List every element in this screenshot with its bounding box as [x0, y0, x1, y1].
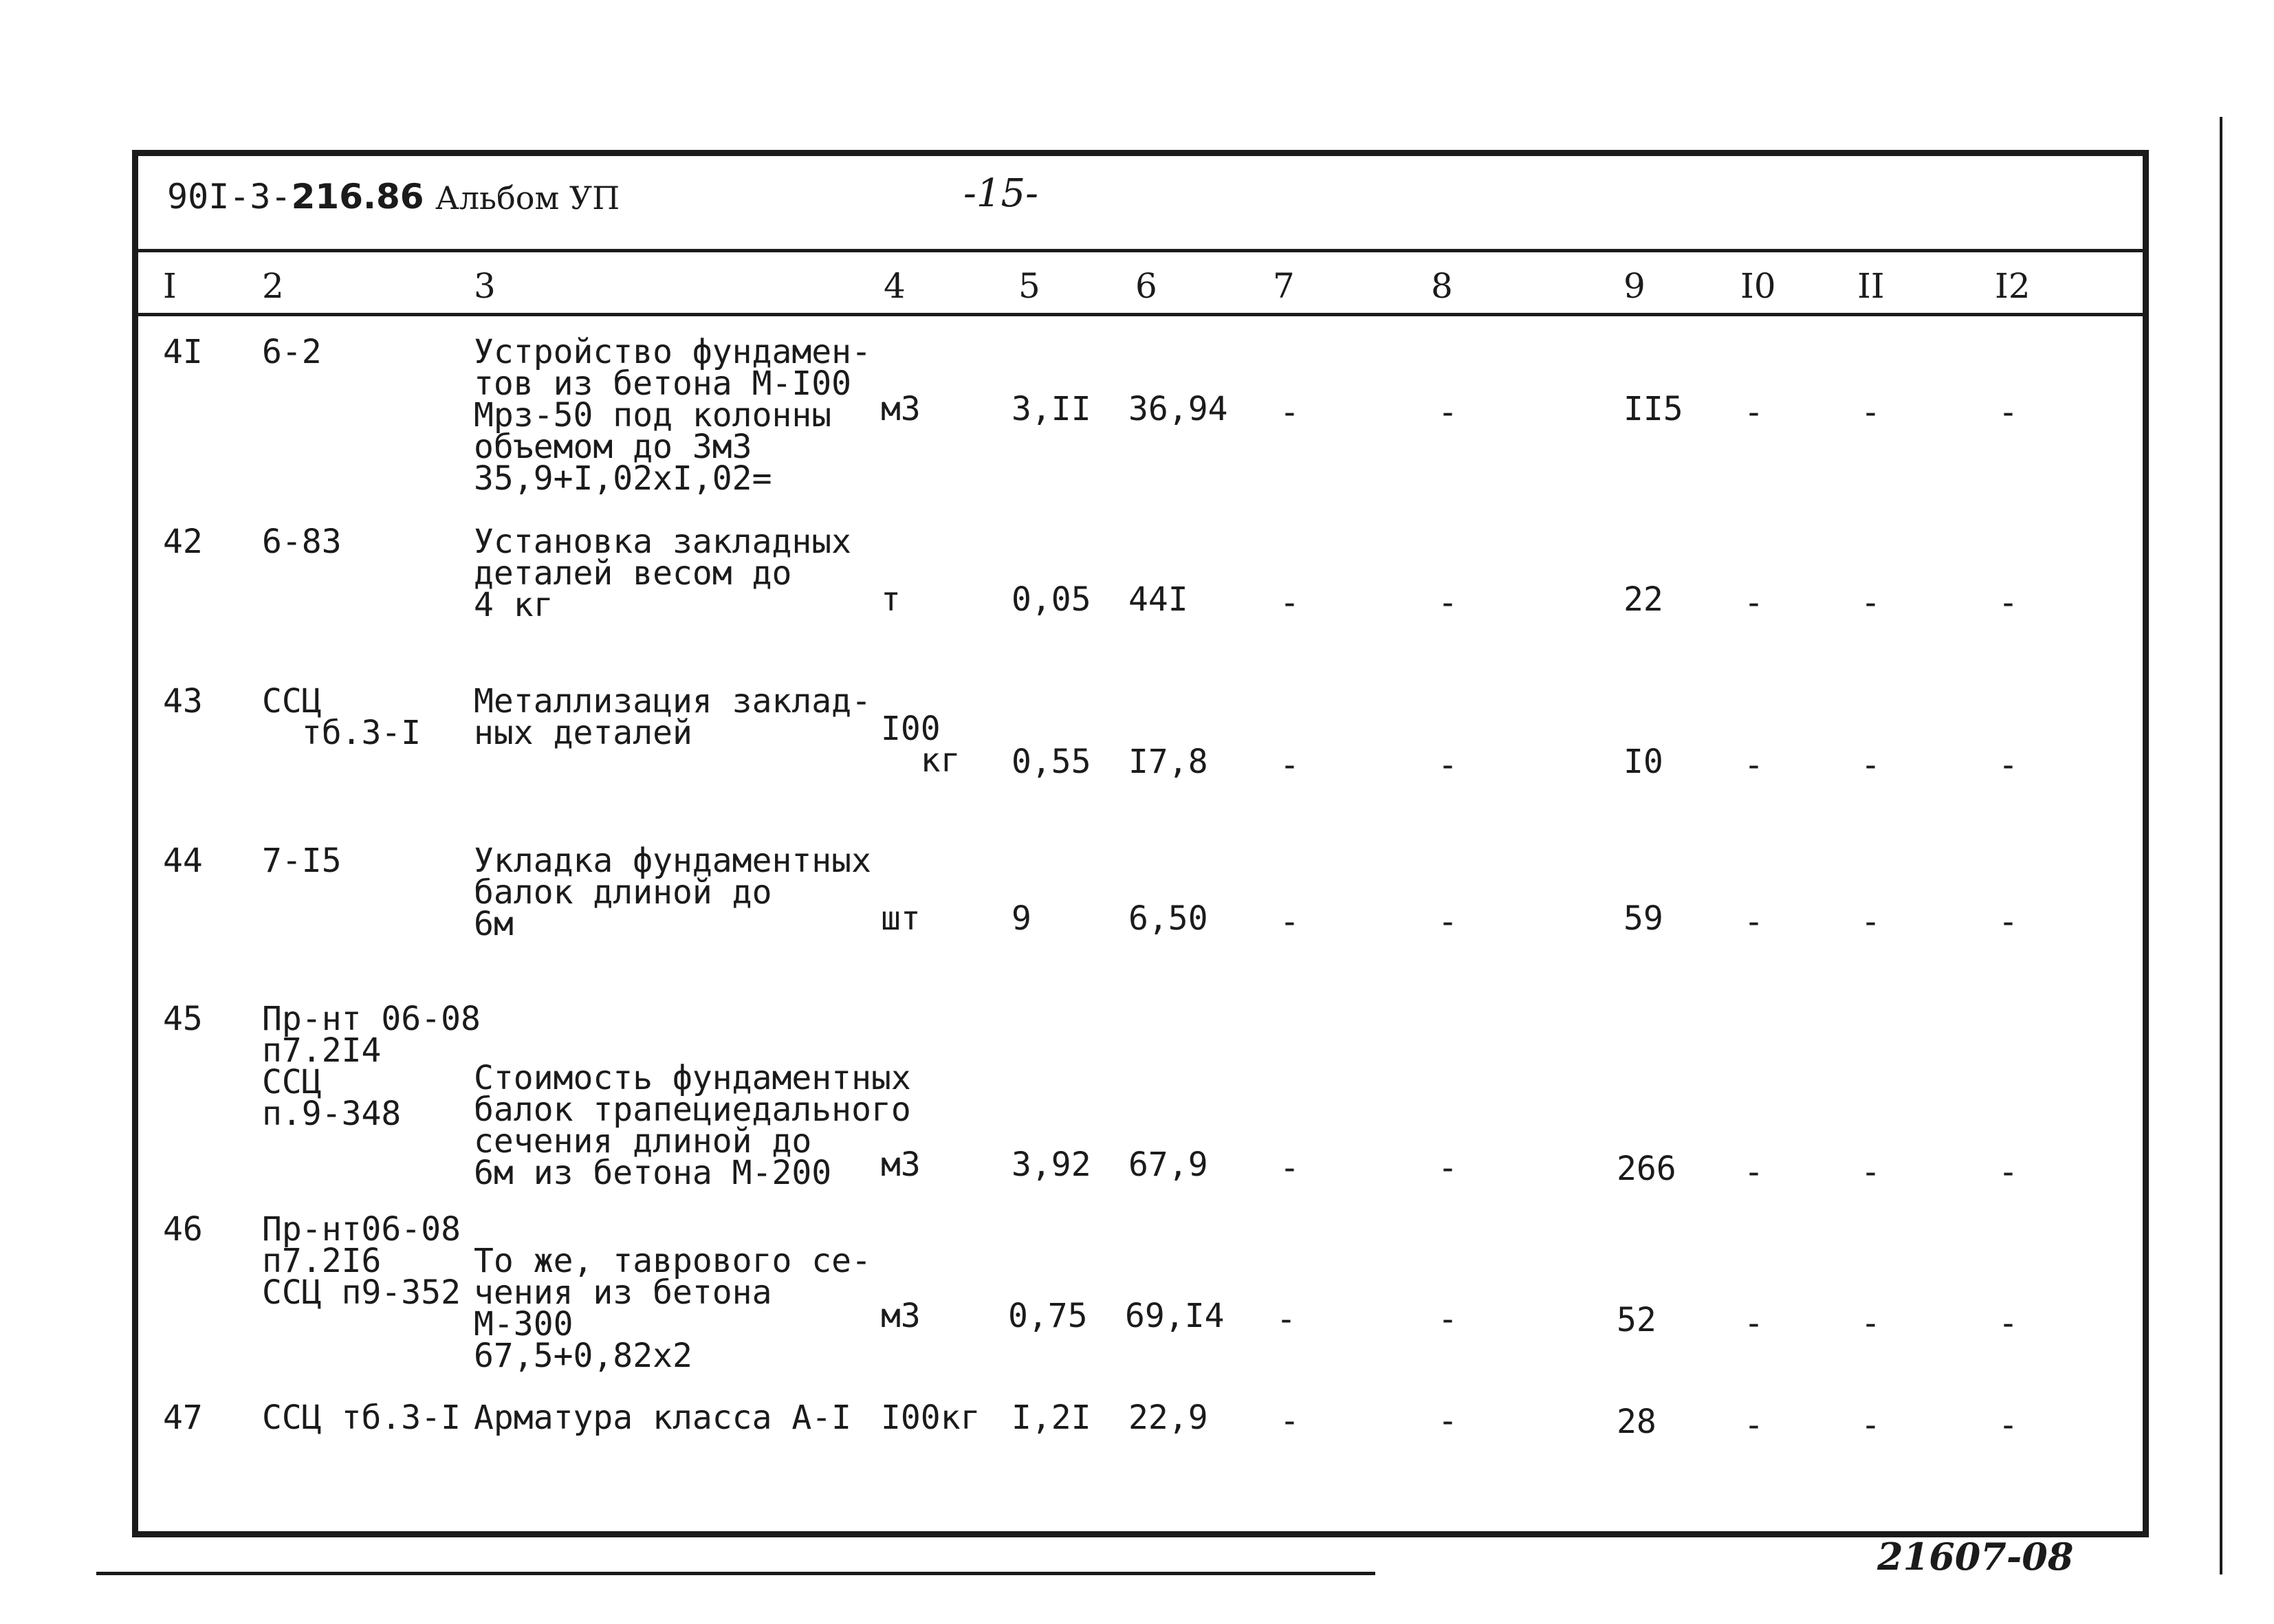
col10-value: -	[1744, 1304, 1764, 1343]
norm-code: 6-2	[262, 333, 322, 371]
col10-value: -	[1744, 903, 1764, 941]
col7-value: -	[1280, 1149, 1300, 1187]
quantity: 3,92	[1012, 1145, 1091, 1184]
quantity: 9	[1012, 899, 1031, 938]
col-header-3: 3	[474, 266, 496, 306]
work-description: То же, таврового се- чения из бетона М-300 67,5+0,82х2	[474, 1242, 871, 1375]
col-header-4: 4	[884, 266, 906, 306]
unit: шт	[881, 899, 921, 938]
col9-value: 59	[1623, 899, 1663, 938]
col12-value: -	[1998, 1406, 2018, 1445]
norm-code: 6-83	[262, 523, 342, 561]
work-description: Стоимость фундаментных балок трапециедального сечения длиной до 6м из бетона М-200	[474, 1059, 911, 1192]
quantity: 0,05	[1012, 580, 1091, 619]
doc-code	[167, 177, 424, 217]
col-header-10: I0	[1740, 266, 1776, 306]
work-description: Устройство фундамен- тов из бетона М-I00 Мрз-50 под колонны объемом до 3м3 35,9+I,02хI,02=	[474, 333, 871, 498]
row-number: 4I	[163, 333, 203, 371]
doc-code-number: 216.86	[291, 177, 424, 217]
norm-code: Пр-нт06-08 п7.2I6 ССЦ п9-352	[262, 1210, 461, 1312]
col-header-2: 2	[262, 266, 284, 306]
col7-value: -	[1280, 393, 1300, 432]
col11-value: -	[1861, 393, 1881, 432]
col-header-11: II	[1857, 266, 1885, 306]
col10-value: -	[1744, 746, 1764, 784]
col12-value: -	[1998, 903, 2018, 941]
norm-code: Пр-нт 06-08 п7.2I4 ССЦ п.9-348	[262, 1000, 481, 1133]
col10-value: -	[1744, 1153, 1764, 1192]
col-header-12: I2	[1995, 266, 2031, 306]
col8-value: -	[1438, 1402, 1458, 1440]
col7-value: -	[1280, 903, 1300, 941]
col11-value: -	[1861, 1406, 1881, 1445]
document-frame	[132, 150, 2149, 1537]
col-header-9: 9	[1623, 266, 1646, 306]
unit: I00 кг	[881, 710, 961, 780]
row-number: 43	[163, 682, 203, 721]
norm-code: ССЦ тб.3-I	[262, 682, 422, 752]
col-header-5: 5	[1018, 266, 1040, 306]
col8-value: -	[1438, 903, 1458, 941]
col11-value: -	[1861, 746, 1881, 784]
col-header-1: I	[163, 266, 177, 306]
bottom-margin-line	[96, 1572, 1375, 1575]
col12-value: -	[1998, 1304, 2018, 1343]
col9-value: 266	[1617, 1150, 1676, 1188]
col7-value: -	[1280, 584, 1300, 622]
col12-value: -	[1998, 393, 2018, 432]
quantity: I,2I	[1012, 1398, 1091, 1437]
col12-value: -	[1998, 584, 2018, 622]
row-number: 47	[163, 1398, 203, 1437]
page-number: -15-	[963, 171, 1039, 216]
header-divider-top	[138, 249, 2143, 252]
col12-value: -	[1998, 746, 2018, 784]
unit-price: 22,9	[1128, 1398, 1208, 1437]
col-header-6: 6	[1135, 266, 1157, 306]
unit-price: 6,50	[1128, 899, 1208, 938]
quantity: 0,55	[1012, 743, 1091, 781]
work-description: Арматура класса А-I	[474, 1398, 852, 1437]
col7-value: -	[1280, 1402, 1300, 1440]
row-number: 44	[163, 842, 203, 880]
col8-value: -	[1438, 584, 1458, 622]
unit: т	[881, 580, 901, 619]
col11-value: -	[1861, 584, 1881, 622]
col12-value: -	[1998, 1153, 2018, 1192]
col10-value: -	[1744, 1406, 1764, 1445]
unit-price: 69,I4	[1125, 1297, 1225, 1335]
unit-price: I7,8	[1128, 743, 1208, 781]
row-number: 42	[163, 523, 203, 561]
work-description: Установка закладных деталей весом до 4 кг	[474, 523, 852, 624]
col11-value: -	[1861, 1153, 1881, 1192]
unit: м3	[881, 390, 921, 428]
row-number: 45	[163, 1000, 203, 1038]
col-header-8: 8	[1431, 266, 1453, 306]
col9-value: I0	[1623, 743, 1663, 781]
col8-value: -	[1438, 1149, 1458, 1187]
col8-value: -	[1438, 393, 1458, 432]
col7-value: -	[1280, 746, 1300, 784]
unit-price: 67,9	[1128, 1145, 1208, 1184]
header-divider-bottom	[138, 313, 2143, 316]
col10-value: -	[1744, 393, 1764, 432]
unit-price: 36,94	[1128, 390, 1228, 428]
row-number: 46	[163, 1210, 203, 1249]
col10-value: -	[1744, 584, 1764, 622]
norm-code: 7-I5	[262, 842, 342, 880]
work-description: Металлизация заклад- ных деталей	[474, 682, 871, 752]
col-header-7: 7	[1273, 266, 1295, 306]
col9-value: II5	[1623, 390, 1683, 428]
doc-code-prefix: 90I-3-	[167, 177, 292, 217]
right-margin-line	[2220, 117, 2222, 1574]
col9-value: 28	[1617, 1403, 1657, 1441]
col8-value: -	[1438, 746, 1458, 784]
col7-value: -	[1276, 1300, 1296, 1339]
col9-value: 52	[1617, 1301, 1657, 1339]
unit: I00кг	[881, 1398, 981, 1437]
quantity: 3,II	[1012, 390, 1091, 428]
work-description: Укладка фундаментных балок длиной до 6м	[474, 842, 871, 943]
norm-code: ССЦ тб.3-I	[262, 1398, 461, 1437]
unit: м3	[881, 1145, 921, 1184]
archive-stamp: 21607-08	[1877, 1535, 2074, 1579]
col11-value: -	[1861, 1304, 1881, 1343]
quantity: 0,75	[1008, 1297, 1088, 1335]
album-label: Альбом УП	[435, 179, 620, 217]
col9-value: 22	[1623, 580, 1663, 619]
col11-value: -	[1861, 903, 1881, 941]
unit-price: 44I	[1128, 580, 1188, 619]
unit: м3	[881, 1297, 921, 1335]
col8-value: -	[1438, 1300, 1458, 1339]
